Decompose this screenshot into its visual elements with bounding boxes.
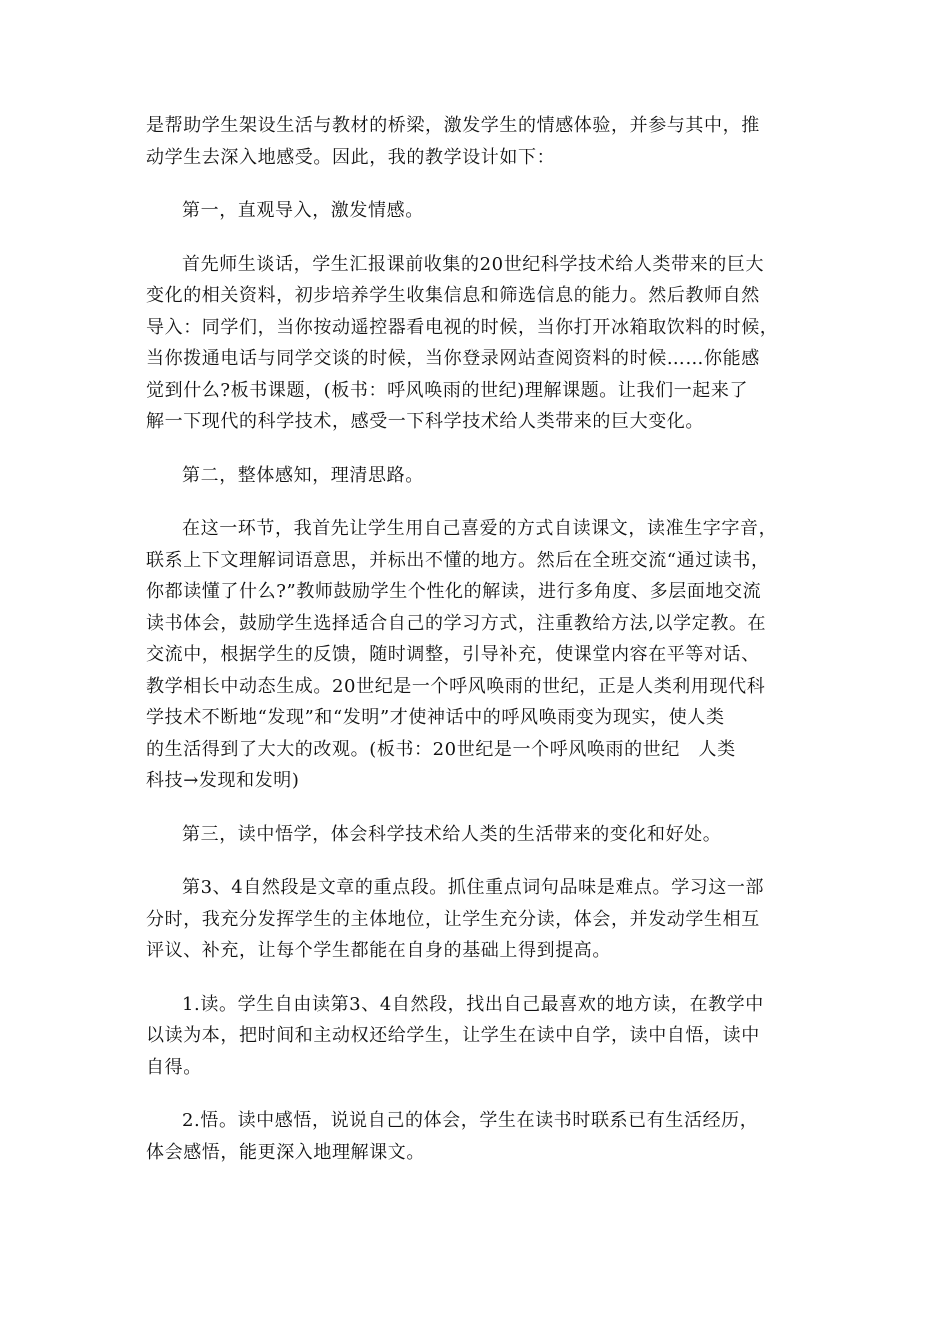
text-line: 以读为本，把时间和主动权还给学生，让学生在读中自学，读中自悟，读中 bbox=[146, 1025, 760, 1046]
text-line: 联系上下文理解词语意思，并标出不懂的地方。然后在全班交流“通过读书， bbox=[146, 549, 770, 571]
text-line: 在这一环节，我首先让学生用自己喜爱的方式自读课文，读准生字字音， bbox=[182, 518, 778, 539]
text-line: 第三，读中悟学，体会科学技术给人类的生活带来的变化和好处。 bbox=[182, 823, 722, 845]
text-line: 第二，整体感知，理清思路。 bbox=[182, 464, 424, 486]
text-line: 是帮助学生架设生活与教材的桥梁，激发学生的情感体验，并参与其中，推 bbox=[146, 115, 760, 136]
text-line: 评议、补充，让每个学生都能在自身的基础上得到提高。 bbox=[146, 940, 611, 961]
text-line: 的生活得到了大大的改观。(板书：20世纪是一个呼风唤雨的世纪 人类 bbox=[146, 738, 736, 760]
text-line: 教学相长中动态生成。20世纪是一个呼风唤雨的世纪，正是人类利用现代科 bbox=[146, 675, 766, 697]
paragraph-point-understand bbox=[146, 1105, 810, 1168]
paragraph-step-2-body bbox=[146, 513, 810, 797]
text-line: 自得。 bbox=[146, 1056, 202, 1078]
text-line: 解一下现代的科学技术，感受一下科学技术给人类带来的巨大变化。 bbox=[146, 411, 704, 432]
text-line: 第一，直观导入，激发情感。 bbox=[182, 200, 424, 221]
text-line: 学技术不断地“发现”和“发明”才使神话中的呼风唤雨变为现实，使人类 bbox=[146, 707, 725, 728]
text-line: 当你拨通电话与同学交谈的时候，当你登录网站查阅资料的时候……你能感 bbox=[146, 348, 760, 369]
text-line: 动学生去深入地感受。因此，我的教学设计如下： bbox=[146, 146, 556, 168]
paragraph-heading-step-2 bbox=[146, 460, 810, 492]
paragraph-point-read bbox=[146, 989, 810, 1084]
text-line: 交流中，根据学生的反馈，随时调整，引导补充，使课堂内容在平等对话、 bbox=[146, 644, 760, 665]
paragraph-heading-step-1 bbox=[146, 195, 810, 227]
text-line: 读书体会，鼓励学生选择适合自己的学习方式，注重教给方法,以学定教。在 bbox=[146, 612, 767, 634]
text-line: 导入：同学们，当你按动遥控器看电视的时候，当你打开冰箱取饮料的时候， bbox=[146, 316, 779, 338]
text-line: 变化的相关资料，初步培养学生收集信息和筛选信息的能力。然后教师自然 bbox=[146, 285, 760, 306]
paragraph-heading-step-3 bbox=[146, 819, 810, 851]
text-line: 体会感悟，能更深入地理解课文。 bbox=[146, 1141, 425, 1163]
paragraph-step-3-body bbox=[146, 872, 810, 967]
document-body bbox=[146, 110, 810, 1190]
paragraph-step-1-body bbox=[146, 249, 810, 438]
paragraph-intro bbox=[146, 110, 810, 173]
text-line: 你都读懂了什么?”教师鼓励学生个性化的解读，进行多角度、多层面地交流 bbox=[146, 581, 762, 602]
text-line: 首先师生谈话，学生汇报课前收集的20世纪科学技术给人类带来的巨大 bbox=[182, 253, 765, 275]
text-line: 科技→发现和发明) bbox=[146, 770, 300, 791]
text-line: 2.悟。读中感悟，说说自己的体会，学生在读书时联系已有生活经历， bbox=[182, 1110, 759, 1131]
text-line: 第3、4自然段是文章的重点段。抓住重点词句品味是难点。学习这一部 bbox=[182, 877, 765, 898]
text-line: 觉到什么?板书课题，(板书：呼风唤雨的世纪)理解课题。让我们一起来了 bbox=[146, 379, 749, 401]
text-line: 分时，我充分发挥学生的主体地位，让学生充分读，体会，并发动学生相互 bbox=[146, 908, 760, 930]
text-line: 1.读。学生自由读第3、4自然段，找出自己最喜欢的地方读，在教学中 bbox=[182, 993, 764, 1015]
